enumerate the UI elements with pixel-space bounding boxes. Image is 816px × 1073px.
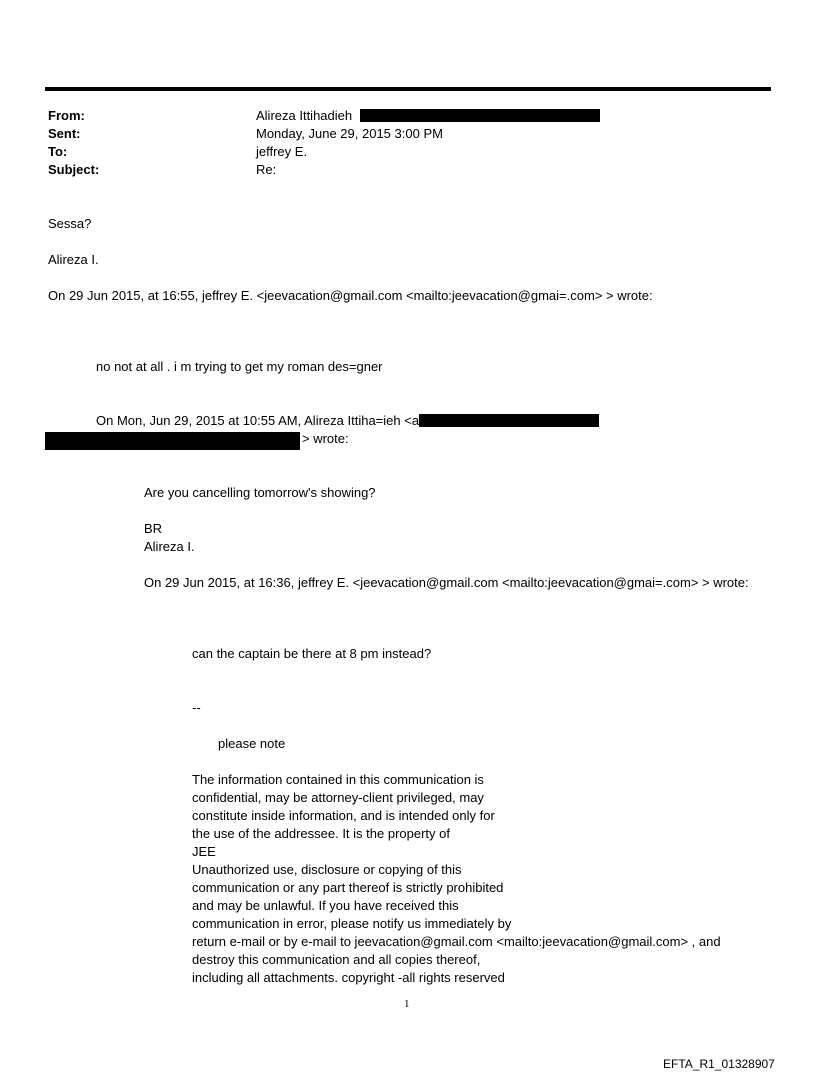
disclaimer-line: destroy this communication and all copies thereof, xyxy=(192,952,481,967)
message-text: BR xyxy=(144,521,163,536)
redaction-box xyxy=(45,432,300,450)
disclaimer-line: the use of the addressee. It is the property of xyxy=(192,826,450,841)
to-label: To: xyxy=(48,144,68,159)
from-label: From: xyxy=(48,108,85,123)
disclaimer-line: Unauthorized use, disclosure or copying of this xyxy=(192,862,462,877)
quote-header: On 29 Jun 2015, at 16:36, jeffrey E. <jeevacation@gmail.com <mailto:jeevacation@gmai=.com> > wrote: xyxy=(144,575,749,590)
message-text: Are you cancelling tomorrow's showing? xyxy=(144,485,376,500)
message-text: no not at all . i m trying to get my roman des=gner xyxy=(96,359,383,374)
disclaimer-line: The information contained in this communication is xyxy=(192,772,484,787)
redaction-box xyxy=(360,109,600,122)
quote-header-end: > wrote: xyxy=(302,431,349,446)
disclaimer-line: constitute inside information, and is intended only for xyxy=(192,808,495,823)
disclaimer-line: return e-mail or by e-mail to jeevacation@gmail.com <mailto:jeevacation@gmail.com> , and xyxy=(192,934,721,949)
from-name: Alireza Ittihadieh xyxy=(256,108,353,123)
disclaimer-line: confidential, may be attorney-client privileged, may xyxy=(192,790,484,805)
page-number: 1 xyxy=(404,998,410,1010)
signature: Alireza I. xyxy=(144,539,195,554)
header-divider xyxy=(45,87,771,91)
redaction-box xyxy=(419,414,599,427)
separator-dashes: -- xyxy=(192,700,201,715)
please-note: please note xyxy=(218,736,286,751)
sent-label: Sent: xyxy=(48,126,81,141)
quote-header: On 29 Jun 2015, at 16:55, jeffrey E. <jeevacation@gmail.com <mailto:jeevacation@gmai=.com> > wrote: xyxy=(48,288,653,303)
body-line: Sessa? xyxy=(48,216,92,231)
disclaimer-line: communication or any part thereof is strictly prohibited xyxy=(192,880,504,895)
disclaimer-line: and may be unlawful. If you have received this xyxy=(192,898,459,913)
subject-label: Subject: xyxy=(48,162,100,177)
quote-header xyxy=(96,412,599,430)
disclaimer-line: including all attachments. copyright -all rights reserved xyxy=(192,970,505,985)
message-text: can the captain be there at 8 pm instead? xyxy=(192,646,432,661)
to-value: jeffrey E. xyxy=(256,144,308,159)
document-id: EFTA_R1_01328907 xyxy=(663,1057,775,1071)
from-value xyxy=(256,107,600,125)
sent-value: Monday, June 29, 2015 3:00 PM xyxy=(256,126,443,141)
subject-value: Re: xyxy=(256,162,277,177)
disclaimer-line: JEE xyxy=(192,844,216,859)
quote-header-text: On Mon, Jun 29, 2015 at 10:55 AM, Alireza Ittiha=ieh <a xyxy=(96,413,420,428)
signature: Alireza I. xyxy=(48,252,99,267)
disclaimer-line: communication in error, please notify us immediately by xyxy=(192,916,512,931)
